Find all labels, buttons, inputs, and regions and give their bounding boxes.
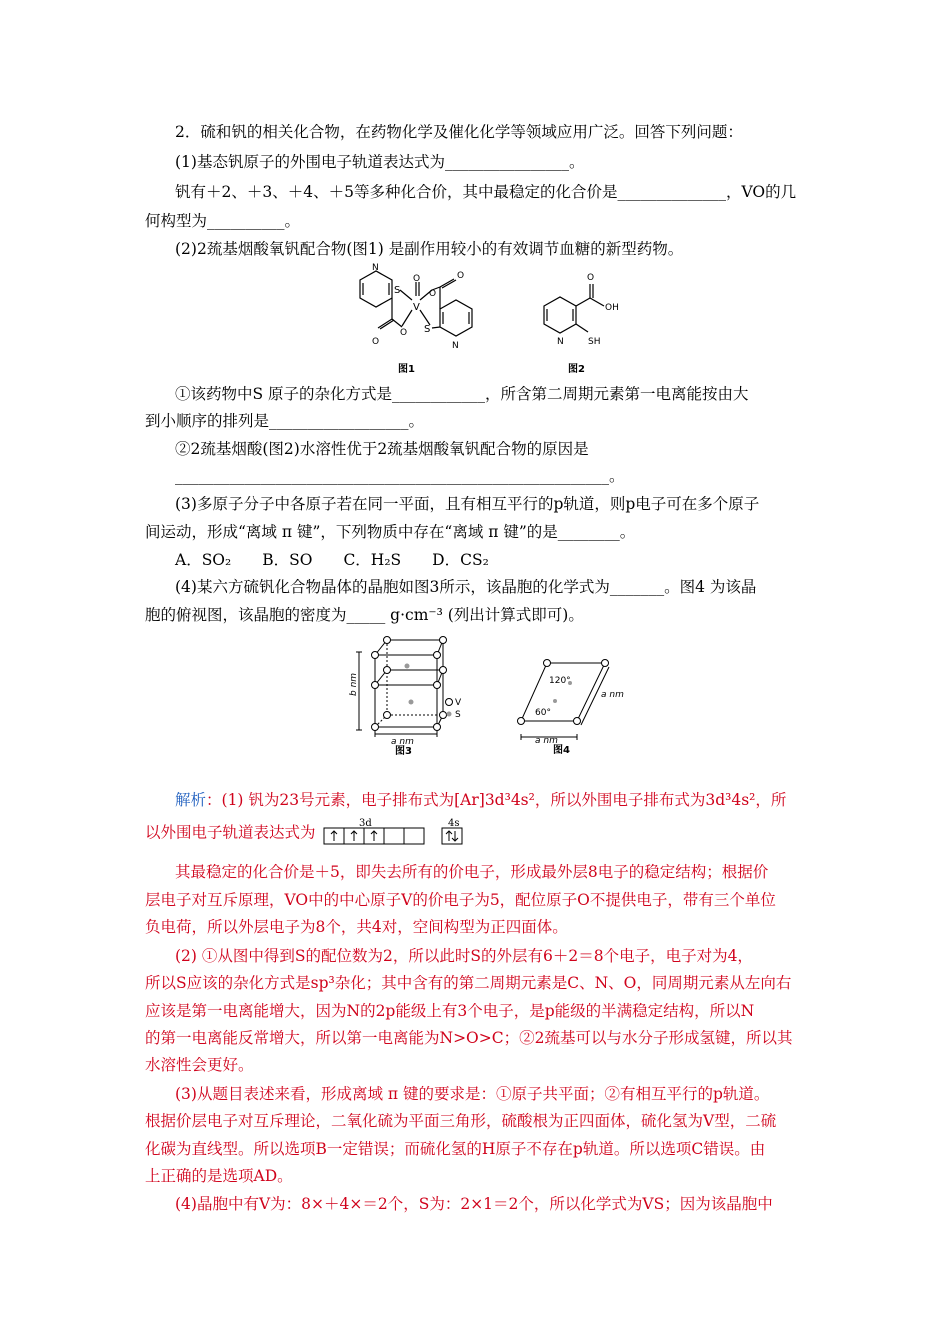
- solution-p3-line1: (2) ①从图中得到S的配位数为2，所以此时S的外层有6＋2＝8个电子，电子对为4，: [175, 947, 753, 965]
- solution-p4-line2: 根据价层电子对互斥理论，二氧化硫为平面三角形，硫酸根为正四面体，硫化氢为V型，二硫: [145, 1112, 777, 1130]
- solution-label: 解析: [175, 791, 207, 809]
- solution-p1-line1-text: ：(1) 钒为23号元素，电子排布式为[Ar]3d³4s²，所以外围电子排布式为3d³4s²，所: [206, 791, 787, 809]
- fig4-label: 图4: [553, 745, 570, 755]
- fig1-atom-s-bottom: S: [424, 324, 431, 335]
- question-title: 2．硫和钒的相关化合物，在药物化学及催化化学等领域应用广泛。回答下列问题：: [175, 123, 743, 141]
- solution-p1-line2: [145, 817, 810, 847]
- q2-sub2-line1: ②2巯基烟酸(图2)水溶性优于2巯基烟酸氧钒配合物的原因是: [175, 440, 589, 458]
- figure-2: [530, 262, 640, 381]
- q1-line3: 何构型为__________。: [145, 212, 301, 230]
- solution-p4-line4: 上正确的是选项AD。: [145, 1167, 293, 1185]
- figure-3: [345, 630, 475, 759]
- fig1-atom-o-left: O: [372, 337, 380, 347]
- fig4-label-side: a nm: [601, 690, 624, 700]
- q4-line2: 胞的俯视图，该晶胞的密度为_____ g·cm⁻³ (列出计算式即可)。: [145, 606, 584, 624]
- q2-sub2-line2: ________________________________________________________。: [175, 467, 625, 485]
- fig2-atom-sh: SH: [588, 337, 601, 347]
- fig3-legend-s: S: [455, 710, 461, 720]
- fig4-angle-60: 60°: [535, 708, 551, 718]
- solution-p1-line2-text: 以外围电子轨道表达式为: [145, 823, 316, 842]
- q2-sub1-line1: ①该药物中S 原子的杂化方式是____________，所含第二周期元素第一电离能按由大: [175, 385, 749, 403]
- q4-line1: (4)某六方硫钒化合物晶体的晶胞如图3所示，该晶胞的化学式为_______。图4 为该晶: [175, 578, 757, 596]
- fig2-atom-n: N: [557, 337, 564, 347]
- fig1-atom-n-top: N: [372, 263, 379, 273]
- orbital-4s-label: 4s: [448, 818, 460, 829]
- orbital-diagram: [322, 817, 472, 850]
- q2-sub1-line2: 到小顺序的排列是__________________。: [145, 412, 425, 430]
- q2-intro: (2)2巯基烟酸氧钒配合物(图1) 是副作用较小的有效调节血糖的新型药物。: [175, 240, 684, 258]
- q3-options: A．SO₂ B．SO C．H₂S D．CS₂: [175, 551, 489, 569]
- solution-p3-line2: 所以S应该的杂化方式是sp³杂化；其中含有的第二周期元素是C、N、O，同周期元素从左向右: [145, 974, 792, 992]
- solution-p5-line1: (4)晶胞中有V为：8×＋4×＝2个，S为：2×1＝2个，所以化学式为VS；因为该晶胞中: [175, 1195, 773, 1213]
- solution-p2-line1: 其最稳定的化合价是＋5，即失去所有的价电子，形成最外层8电子的稳定结构；根据价: [175, 863, 769, 881]
- fig2-atom-o: O: [587, 273, 595, 283]
- fig1-atom-o1: O: [413, 274, 421, 284]
- fig1-label: 图1: [398, 364, 415, 375]
- solution-p2-line2: 层电子对互斥原理，VO中的中心原子V的价电子为5，配位原子O不提供电子，带有三个单位: [145, 891, 776, 909]
- fig3-label: 图3: [395, 746, 412, 755]
- fig1-atom-o3: O: [429, 289, 437, 299]
- solution-p4-line1: (3)从题目表述来看，形成离域 π 键的要求是：①原子共平面；②有相互平行的p轨道。: [175, 1085, 770, 1103]
- orbital-3d-label: 3d: [359, 818, 373, 829]
- fig1-atom-o4: O: [400, 328, 408, 338]
- figure-4: [515, 645, 645, 759]
- q3-line1: (3)多原子分子中各原子若在同一平面，且有相互平行的p轨道，则p电子可在多个原子: [175, 495, 760, 513]
- solution-p3-line3: 应该是第一电离能增大，因为N的2p能级上有3个电子，是p能级的半满稳定结构，所以N: [145, 1002, 755, 1020]
- fig2-label: 图2: [568, 364, 585, 375]
- fig1-atom-s-top: S: [394, 285, 401, 296]
- solution-p4-line3: 化碳为直线型。所以选项B一定错误；而硫化氢的H原子不存在p轨道。所以选项C错误。由: [145, 1140, 766, 1158]
- figure-1: [340, 262, 500, 381]
- fig4-angle-120: 120°: [549, 676, 571, 686]
- fig3-label-a: a nm: [391, 737, 414, 747]
- solution-p3-line5: 水溶性会更好。: [145, 1056, 254, 1074]
- solution-p3-line4: 的第一电离能反常增大，所以第一电离能为N>O>C；②2巯基可以与水分子形成氢键，所以其: [145, 1029, 793, 1047]
- fig4-label-bottom: a nm: [535, 736, 558, 746]
- q1-line2: 钒有＋2、＋3、＋4、＋5等多种化合价，其中最稳定的化合价是______________，VO的几: [175, 183, 797, 201]
- fig1-atom-o2: O: [457, 271, 465, 281]
- solution-p1-line1: [175, 790, 840, 810]
- q3-line2: 间运动，形成“离域 π 键”，下列物质中存在“离域 π 键”的是________。: [145, 523, 636, 541]
- fig1-atom-n-bottom: N: [452, 341, 459, 351]
- fig3-label-b: b nm: [349, 672, 359, 696]
- fig1-atom-v: V: [413, 302, 420, 313]
- fig3-legend-v: V: [455, 698, 462, 708]
- fig2-atom-oh: OH: [605, 303, 619, 313]
- q1-line1: (1)基态钒原子的外围电子轨道表达式为________________。: [175, 153, 585, 171]
- solution-p2-line3: 负电荷，所以外层电子为8个，共4对，空间构型为正四面体。: [145, 918, 568, 936]
